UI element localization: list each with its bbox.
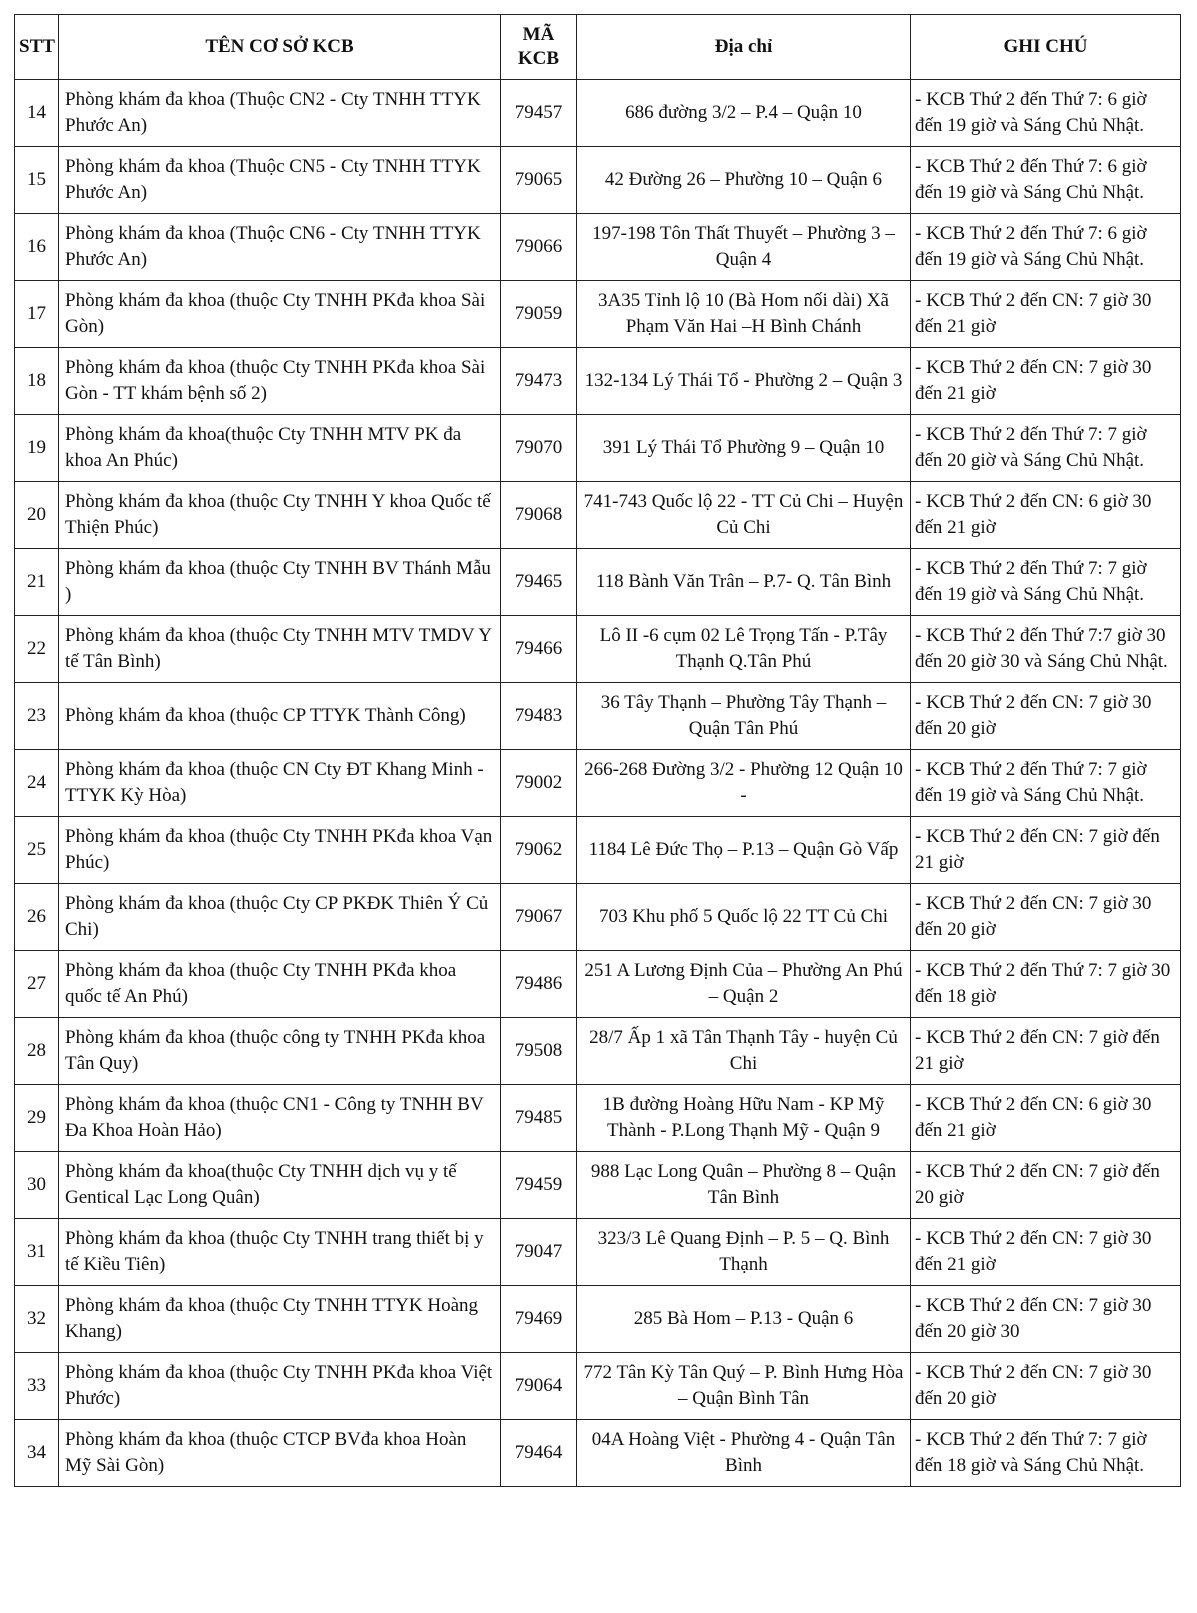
table-row bbox=[15, 1353, 1181, 1420]
table-row bbox=[15, 80, 1181, 147]
row-facility-name: Phòng khám đa khoa (Thuộc CN5 - Cty TNHH TTYK Phước An) bbox=[59, 147, 501, 214]
row-facility-name: Phòng khám đa khoa (thuộc Cty TNHH Y khoa Quốc tế Thiện Phúc) bbox=[59, 482, 501, 549]
clinic-table bbox=[14, 14, 1181, 1487]
table-row bbox=[15, 683, 1181, 750]
row-address: 703 Khu phố 5 Quốc lộ 22 TT Củ Chi bbox=[577, 884, 911, 951]
row-note: - KCB Thứ 2 đến Thứ 7: 6 giờ đến 19 giờ và Sáng Chủ Nhật. bbox=[911, 147, 1181, 214]
header-address: Địa chỉ bbox=[577, 15, 911, 80]
table-row bbox=[15, 1420, 1181, 1487]
row-facility-name: Phòng khám đa khoa (thuộc Cty TNHH TTYK Hoàng Khang) bbox=[59, 1286, 501, 1353]
row-facility-name: Phòng khám đa khoa(thuộc Cty TNHH MTV PK đa khoa An Phúc) bbox=[59, 415, 501, 482]
row-address: 3A35 Tỉnh lộ 10 (Bà Hom nối dài) Xã Phạm Văn Hai –H Bình Chánh bbox=[577, 281, 911, 348]
table-row bbox=[15, 616, 1181, 683]
row-facility-name: Phòng khám đa khoa (thuộc Cty TNHH BV Thánh Mẫu ) bbox=[59, 549, 501, 616]
row-stt: 33 bbox=[15, 1353, 59, 1420]
row-stt: 14 bbox=[15, 80, 59, 147]
row-stt: 22 bbox=[15, 616, 59, 683]
row-stt: 21 bbox=[15, 549, 59, 616]
row-note: - KCB Thứ 2 đến CN: 7 giờ đến 21 giờ bbox=[911, 1018, 1181, 1085]
row-address: 285 Bà Hom – P.13 - Quận 6 bbox=[577, 1286, 911, 1353]
document-page bbox=[14, 14, 1180, 1487]
row-note: - KCB Thứ 2 đến CN: 6 giờ 30 đến 21 giờ bbox=[911, 482, 1181, 549]
row-note: - KCB Thứ 2 đến Thứ 7: 7 giờ 30 đến 18 giờ bbox=[911, 951, 1181, 1018]
row-address: 42 Đường 26 – Phường 10 – Quận 6 bbox=[577, 147, 911, 214]
row-stt: 34 bbox=[15, 1420, 59, 1487]
row-facility-name: Phòng khám đa khoa (thuộc công ty TNHH PKđa khoa Tân Quy) bbox=[59, 1018, 501, 1085]
row-facility-name: Phòng khám đa khoa (thuộc Cty TNHH PKđa khoa Vạn Phúc) bbox=[59, 817, 501, 884]
row-facility-name: Phòng khám đa khoa(thuộc Cty TNHH dịch vụ y tế Gentical Lạc Long Quân) bbox=[59, 1152, 501, 1219]
row-note: - KCB Thứ 2 đến CN: 7 giờ đến 20 giờ bbox=[911, 1152, 1181, 1219]
row-address: 323/3 Lê Quang Định – P. 5 – Q. Bình Thạnh bbox=[577, 1219, 911, 1286]
table-row bbox=[15, 214, 1181, 281]
row-code: 79070 bbox=[501, 415, 577, 482]
row-note: - KCB Thứ 2 đến Thứ 7: 6 giờ đến 19 giờ và Sáng Chủ Nhật. bbox=[911, 80, 1181, 147]
row-stt: 16 bbox=[15, 214, 59, 281]
row-note: - KCB Thứ 2 đến Thứ 7: 7 giờ đến 18 giờ và Sáng Chủ Nhật. bbox=[911, 1420, 1181, 1487]
row-code: 79486 bbox=[501, 951, 577, 1018]
table-body bbox=[15, 80, 1181, 1487]
row-facility-name: Phòng khám đa khoa (thuộc CN Cty ĐT Khang Minh - TTYK Kỳ Hòa) bbox=[59, 750, 501, 817]
row-note: - KCB Thứ 2 đến Thứ 7: 7 giờ đến 19 giờ và Sáng Chủ Nhật. bbox=[911, 750, 1181, 817]
row-facility-name: Phòng khám đa khoa (thuộc CN1 - Công ty TNHH BV Đa Khoa Hoàn Hảo) bbox=[59, 1085, 501, 1152]
row-address: 772 Tân Kỳ Tân Quý – P. Bình Hưng Hòa – Quận Bình Tân bbox=[577, 1353, 911, 1420]
header-code: MÃ KCB bbox=[501, 15, 577, 80]
table-row bbox=[15, 817, 1181, 884]
row-note: - KCB Thứ 2 đến Thứ 7:7 giờ 30 đến 20 giờ 30 và Sáng Chủ Nhật. bbox=[911, 616, 1181, 683]
row-note: - KCB Thứ 2 đến CN: 7 giờ 30 đến 21 giờ bbox=[911, 1219, 1181, 1286]
table-row bbox=[15, 281, 1181, 348]
row-code: 79065 bbox=[501, 147, 577, 214]
row-stt: 27 bbox=[15, 951, 59, 1018]
table-header-row bbox=[15, 15, 1181, 80]
row-code: 79459 bbox=[501, 1152, 577, 1219]
row-address: 28/7 Ấp 1 xã Tân Thạnh Tây - huyện Củ Chi bbox=[577, 1018, 911, 1085]
row-stt: 15 bbox=[15, 147, 59, 214]
row-address: 988 Lạc Long Quân – Phường 8 – Quận Tân Bình bbox=[577, 1152, 911, 1219]
row-code: 79473 bbox=[501, 348, 577, 415]
row-facility-name: Phòng khám đa khoa (Thuộc CN6 - Cty TNHH TTYK Phước An) bbox=[59, 214, 501, 281]
table-row bbox=[15, 1219, 1181, 1286]
row-note: - KCB Thứ 2 đến CN: 7 giờ 30 đến 20 giờ bbox=[911, 683, 1181, 750]
row-stt: 32 bbox=[15, 1286, 59, 1353]
table-row bbox=[15, 348, 1181, 415]
row-stt: 17 bbox=[15, 281, 59, 348]
table-row bbox=[15, 415, 1181, 482]
row-note: - KCB Thứ 2 đến Thứ 7: 7 giờ đến 19 giờ và Sáng Chủ Nhật. bbox=[911, 549, 1181, 616]
row-address: 132-134 Lý Thái Tổ - Phường 2 – Quận 3 bbox=[577, 348, 911, 415]
row-stt: 28 bbox=[15, 1018, 59, 1085]
row-address: Lô II -6 cụm 02 Lê Trọng Tấn - P.Tây Thạnh Q.Tân Phú bbox=[577, 616, 911, 683]
table-row bbox=[15, 884, 1181, 951]
row-stt: 31 bbox=[15, 1219, 59, 1286]
row-stt: 26 bbox=[15, 884, 59, 951]
row-address: 04A Hoàng Việt - Phường 4 - Quận Tân Bình bbox=[577, 1420, 911, 1487]
row-address: 1B đường Hoàng Hữu Nam - KP Mỹ Thành - P.Long Thạnh Mỹ - Quận 9 bbox=[577, 1085, 911, 1152]
row-address: 36 Tây Thạnh – Phường Tây Thạnh – Quận Tân Phú bbox=[577, 683, 911, 750]
row-code: 79508 bbox=[501, 1018, 577, 1085]
table-row bbox=[15, 549, 1181, 616]
row-code: 79002 bbox=[501, 750, 577, 817]
row-code: 79485 bbox=[501, 1085, 577, 1152]
row-address: 686 đường 3/2 – P.4 – Quận 10 bbox=[577, 80, 911, 147]
row-address: 741-743 Quốc lộ 22 - TT Củ Chi – Huyện Củ Chi bbox=[577, 482, 911, 549]
table-row bbox=[15, 1286, 1181, 1353]
table-row bbox=[15, 147, 1181, 214]
row-stt: 23 bbox=[15, 683, 59, 750]
row-note: - KCB Thứ 2 đến CN: 7 giờ 30 đến 20 giờ bbox=[911, 884, 1181, 951]
row-code: 79469 bbox=[501, 1286, 577, 1353]
table-row bbox=[15, 1018, 1181, 1085]
row-facility-name: Phòng khám đa khoa (thuộc CP TTYK Thành Công) bbox=[59, 683, 501, 750]
row-stt: 19 bbox=[15, 415, 59, 482]
row-note: - KCB Thứ 2 đến CN: 7 giờ 30 đến 20 giờ bbox=[911, 1353, 1181, 1420]
row-note: - KCB Thứ 2 đến CN: 7 giờ 30 đến 21 giờ bbox=[911, 281, 1181, 348]
row-code: 79062 bbox=[501, 817, 577, 884]
row-facility-name: Phòng khám đa khoa (thuộc Cty CP PKĐK Thiên Ý Củ Chi) bbox=[59, 884, 501, 951]
row-code: 79064 bbox=[501, 1353, 577, 1420]
row-stt: 30 bbox=[15, 1152, 59, 1219]
row-note: - KCB Thứ 2 đến Thứ 7: 7 giờ đến 20 giờ và Sáng Chủ Nhật. bbox=[911, 415, 1181, 482]
row-stt: 24 bbox=[15, 750, 59, 817]
row-code: 79068 bbox=[501, 482, 577, 549]
row-facility-name: Phòng khám đa khoa (thuộc Cty TNHH MTV TMDV Y tế Tân Bình) bbox=[59, 616, 501, 683]
table-row bbox=[15, 1152, 1181, 1219]
row-facility-name: Phòng khám đa khoa (thuộc Cty TNHH PKđa khoa Việt Phước) bbox=[59, 1353, 501, 1420]
table-row bbox=[15, 750, 1181, 817]
row-note: - KCB Thứ 2 đến CN: 7 giờ đến 21 giờ bbox=[911, 817, 1181, 884]
row-code: 79059 bbox=[501, 281, 577, 348]
row-note: - KCB Thứ 2 đến CN: 7 giờ 30 đến 20 giờ 30 bbox=[911, 1286, 1181, 1353]
table-row bbox=[15, 951, 1181, 1018]
header-facility-name: TÊN CƠ SỞ KCB bbox=[59, 15, 501, 80]
header-note: GHI CHÚ bbox=[911, 15, 1181, 80]
row-code: 79483 bbox=[501, 683, 577, 750]
row-address: 266-268 Đường 3/2 - Phường 12 Quận 10 - bbox=[577, 750, 911, 817]
row-address: 118 Bành Văn Trân – P.7- Q. Tân Bình bbox=[577, 549, 911, 616]
row-stt: 20 bbox=[15, 482, 59, 549]
row-note: - KCB Thứ 2 đến Thứ 7: 6 giờ đến 19 giờ và Sáng Chủ Nhật. bbox=[911, 214, 1181, 281]
row-note: - KCB Thứ 2 đến CN: 6 giờ 30 đến 21 giờ bbox=[911, 1085, 1181, 1152]
row-facility-name: Phòng khám đa khoa (thuộc Cty TNHH trang thiết bị y tế Kiều Tiên) bbox=[59, 1219, 501, 1286]
row-address: 251 A Lương Định Của – Phường An Phú – Quận 2 bbox=[577, 951, 911, 1018]
table-row bbox=[15, 482, 1181, 549]
row-code: 79465 bbox=[501, 549, 577, 616]
row-facility-name: Phòng khám đa khoa (Thuộc CN2 - Cty TNHH TTYK Phước An) bbox=[59, 80, 501, 147]
row-facility-name: Phòng khám đa khoa (thuộc Cty TNHH PKđa khoa Sài Gòn - TT khám bệnh số 2) bbox=[59, 348, 501, 415]
row-code: 79047 bbox=[501, 1219, 577, 1286]
row-note: - KCB Thứ 2 đến CN: 7 giờ 30 đến 21 giờ bbox=[911, 348, 1181, 415]
row-stt: 25 bbox=[15, 817, 59, 884]
row-facility-name: Phòng khám đa khoa (thuộc Cty TNHH PKđa khoa Sài Gòn) bbox=[59, 281, 501, 348]
row-code: 79466 bbox=[501, 616, 577, 683]
row-stt: 18 bbox=[15, 348, 59, 415]
row-address: 1184 Lê Đức Thọ – P.13 – Quận Gò Vấp bbox=[577, 817, 911, 884]
header-stt: STT bbox=[15, 15, 59, 80]
row-stt: 29 bbox=[15, 1085, 59, 1152]
table-row bbox=[15, 1085, 1181, 1152]
row-facility-name: Phòng khám đa khoa (thuộc CTCP BVđa khoa Hoàn Mỹ Sài Gòn) bbox=[59, 1420, 501, 1487]
row-address: 197-198 Tôn Thất Thuyết – Phường 3 – Quận 4 bbox=[577, 214, 911, 281]
row-address: 391 Lý Thái Tổ Phường 9 – Quận 10 bbox=[577, 415, 911, 482]
row-facility-name: Phòng khám đa khoa (thuộc Cty TNHH PKđa khoa quốc tế An Phú) bbox=[59, 951, 501, 1018]
row-code: 79066 bbox=[501, 214, 577, 281]
row-code: 79464 bbox=[501, 1420, 577, 1487]
row-code: 79457 bbox=[501, 80, 577, 147]
row-code: 79067 bbox=[501, 884, 577, 951]
